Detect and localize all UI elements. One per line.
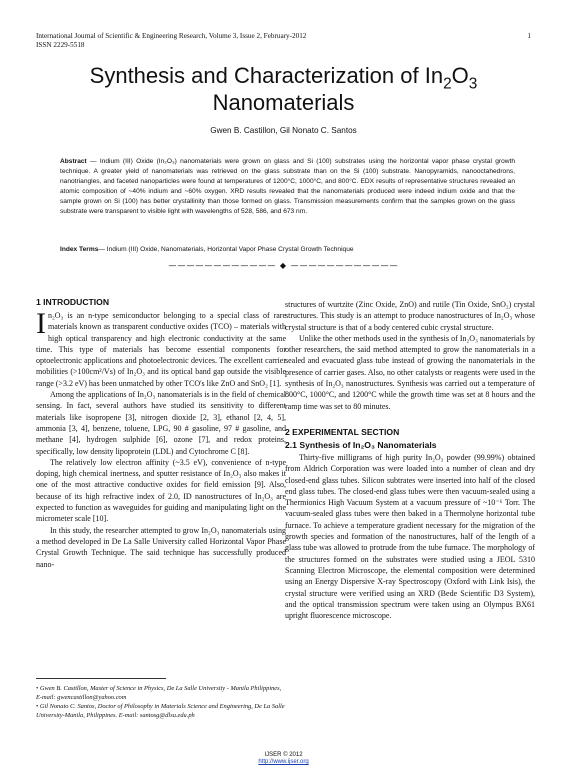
right-column (285, 299, 535, 621)
section-introduction-heading: 1 INTRODUCTION (36, 297, 110, 307)
footnote: • Gil Nonato C. Santos, Doctor of Philosophy in Materials Science and Engineering, De La Salle University-Manila, Philippines. E-mail: santosg@dlsu.edu.ph (36, 703, 285, 719)
abstract-text: — Indium (III) Oxide (In₂O₃) nanomaterials were grown on glass and Si (100) substrates using the horizontal vapor phase crystal growth technique. A greater yield of nanomaterials was retrieved on the glass substrate than on the Si (100) substrate. Nanopyramids, nanooctahedrons, nanotriangles, and faceted nanoparticles were found at temperatures of 1200°C, 1000°C, and 800°C. EDX results of representative structures revealed an atomic composition of ~40% indium and ~60% oxygen. XRD results revealed that the nanomaterials produced were indeed indium oxide and that the sample grown on Si (100) has better crystallinity than those formed on glass. Transmission measurements confirm that the samples grown on the glass substrate were transparent to visible light with wavelengths of 528, 586, and 673 nm. (60, 158, 515, 215)
subsection-synthesis-heading: 2.1 Synthesis of In₂O₃ Nanomaterials (285, 439, 437, 450)
section-divider: ———————————— ◆ ———————————— (168, 261, 399, 270)
paragraph: structures of wurtzite (Zinc Oxide, ZnO) and rutile (Tin Oxide, SnO₂) crystal structures. This study is an attempt to produce nanostructures of In₂O₃ whose crystal structure is that of a body centered cubic crystal structure. (285, 300, 535, 332)
left-column (36, 307, 286, 570)
paragraph: The relatively low electron affinity (~3.5 eV), convenience of n-type doping, high chemical inertness, and sputter resistance of In₂O₃ also makes it one of the most attractive conductive oxides for field emission [9]. Also, because of its high refractive index of 2.0, ID nanostructures of In₂O₃ are expected to function as waveguides for guiding and manipulating light on the micrometer scale [10]. (36, 457, 286, 524)
paper-title: Synthesis and Characterization of $In_2O_3$ Nanomaterials (89, 63, 478, 115)
index-label: Index Terms (60, 246, 99, 253)
journal-link[interactable]: http://www.ijser.org (258, 759, 309, 765)
paragraph: Thirty-five milligrams of high purity In₂O₃ powder (99.99%) obtained from Aldrich Corporation was were loaded into a number of clean and dry closed-end glass tubes. Silicon subtrates were inserted into half of the closed end glass tubes. The closed-end glass tubes were then vacuum-sealed using a Thermionics High Vacuum System at a vacuum pressure of ~10⁻⁶ Torr. The vacuum-sealed glass tubes were then baked in a Thermolyne horizontal tube furnace. To achieve a temperature gradient necessary for the migration of the growth species and formation of the nanostructures, half of the length of a glass tube was allowed to protrude from the tube furnace. The morphology of the structures formed on the substrates were studied using a JEOL 5310 Scanning Electron Microscope, the elemental composition were determined using an Energy Dispersive X-ray Spectroscopy (Oxford with Link Isis), the crystal structure were verified using an XRD (Bede Scientific D3 System), and the optical transmission spectrum were taken using an Olympus BX61 upright fluorescence microscope. (285, 452, 535, 621)
footnote-rule (36, 678, 166, 679)
journal-header (36, 32, 306, 50)
copyright: IJSER © 2012 (264, 752, 303, 758)
index-terms: Index Terms— Indium (III) Oxide, Nanomaterials, Horizontal Vapor Phase Crystal Growth Technique (60, 246, 354, 253)
page-footer (0, 752, 567, 766)
footnote: • Gwen B. Castillon, Master of Science in Physics, De La Salle University - Manila Philippines, E-mail: gwencastillon@yahoo.com (36, 685, 282, 701)
paragraph: Among the applications of In₂O₃ nanomaterials is in the field of chemical sensing. In fact, several authors have studied its sensitivity to different materials like isopropene [3], nitrogen dioxide [2, 3], ethanol [2, 4, 5], ammonia [3, 4], benzene, toluene, LPG, 90 # gasoline, 97 # gasoline, and methane [4], hydrogen sulphide [6], ozone [7], and redox proteins, specifically, low density lipoprotein (LDL) and Cytochrome C [8]. (36, 390, 286, 456)
section-experimental-heading: 2 EXPERIMENTAL SECTION (285, 426, 400, 437)
abstract (60, 157, 515, 217)
page-number: 1 (527, 32, 531, 40)
journal-name: International Journal of Scientific & Engineering Research, Volume 3, Issue 2, February-2012 (36, 32, 307, 40)
paragraph: Unlike the other methods used in the synthesis of In₂O₃ nanomaterials by other researchers, the said method attempted to grow the nanomaterials in a sealed and evacuated glass tube instead of growing the nanomaterials in the presence of carrier gases. Also, no other catalysts or reagents were used in the synthesis of In₂O₃ nanostructures. Synthesis was carried out a temperature of 800°C, 1000°C, and 1200°C while the growth time was set at 8 hours and the ramp time was set to 80 minutes. (285, 333, 535, 411)
drop-cap: I (36, 307, 46, 340)
paragraph: In this study, the researcher attempted to grow In₂O₃ nanomaterials using a method developed in De La Salle University called Horizontal Vapor Phase Crystal Growth Technique. The said technique has successfully produced nano- (36, 525, 286, 569)
abstract-label: Abstract (60, 158, 87, 165)
authors: Gwen B. Castillon, Gil Nonato C. Santos (210, 126, 357, 135)
paragraph: In₂O₃ is an n-type semiconductor belonging to a special class of rare materials known as transparent conductive oxides (TCO) – materials with high optical transparency and high electronic conductivity at the same time. This type of materials has become essential components for optoelectronic applications and photoelectronic devices. The excellent carrier mobilities (>100cm²/Vs) of In₂O₃ and its optical band gap outside the visible range (>3.2 eV) has been unmatched by other TCO's like ZnO and SnO₂ [1]. (36, 307, 286, 388)
issn: ISSN 2229-5518 (36, 41, 85, 49)
footnotes (36, 684, 286, 720)
